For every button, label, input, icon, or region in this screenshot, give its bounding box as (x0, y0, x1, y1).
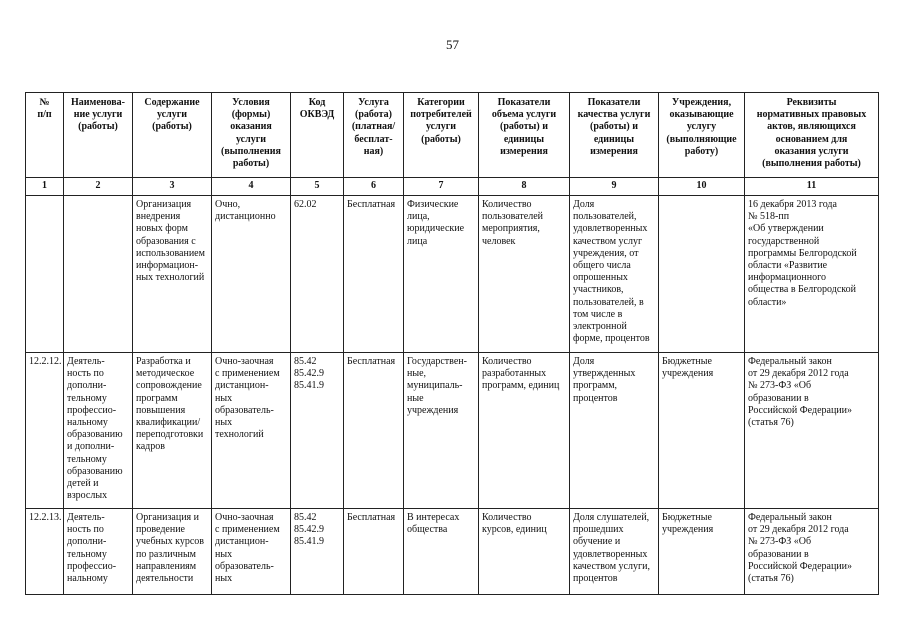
cell-text-line: 85.42.9 (294, 524, 324, 536)
services-table (25, 92, 879, 595)
table-cell (745, 509, 879, 595)
cell-text-line: (выполнения работы) (762, 158, 861, 170)
cell-text-line: бесплат- (354, 133, 393, 145)
cell-text-line: нальному (67, 417, 108, 429)
cell-text-line: обучение и (573, 536, 621, 548)
cell-text-line: программ (136, 392, 178, 404)
cell-text-line: профессио- (67, 404, 117, 416)
cell-text-line: лица (407, 235, 428, 247)
cell-text-line: 62.02 (294, 199, 317, 210)
cell-text-line: области» (748, 296, 787, 308)
cell-text-line: Очно, (215, 199, 241, 210)
table-cell (64, 353, 133, 509)
cell-text-line: Бесплатная (347, 512, 396, 523)
table-cell (404, 509, 479, 595)
cell-text-line: единицы (593, 133, 635, 145)
cell-text-line: услуги (425, 121, 457, 133)
cell-text-line: № 518-пп (748, 211, 790, 223)
cell-text-line: дистанцион- (215, 380, 269, 392)
cell-text-line: Российской Федерации» (748, 560, 853, 572)
table-cell (133, 509, 212, 595)
column-number: 11 (745, 178, 879, 196)
cell-text-line: 85.42 (294, 512, 317, 523)
cell-text-line: 12.2.12. (29, 356, 62, 367)
cell-text-line: учебных курсов (136, 536, 205, 548)
table-row (26, 353, 879, 509)
cell-text-line: ных (215, 417, 233, 429)
cell-text-line: от 29 декабря 2012 года (748, 368, 849, 380)
column-header (659, 93, 745, 178)
cell-text-line: (статья 76) (748, 417, 794, 429)
cell-text-line: внедрения (136, 211, 181, 223)
cell-text-line: государственной (748, 235, 820, 247)
cell-text-line: ные, (407, 368, 427, 380)
table-cell (479, 509, 570, 595)
table-cell (291, 353, 344, 509)
cell-text-line: образованию (67, 465, 123, 477)
page-number: 57 (446, 37, 459, 52)
table-row (26, 196, 879, 353)
column-number: 10 (659, 178, 745, 196)
cell-text-line: курсов, единиц (482, 524, 547, 536)
cell-text-line: основанием для (775, 133, 848, 145)
column-header (479, 93, 570, 178)
cell-text-line: потребителей (410, 109, 472, 121)
table-cell (212, 353, 291, 509)
cell-text-line: Федеральный закон (748, 356, 832, 367)
cell-text-line: измерения (590, 145, 638, 157)
cell-text-line: оказания (230, 121, 272, 133)
table-cell (404, 353, 479, 509)
column-header (570, 93, 659, 178)
cell-text-line: образователь- (215, 560, 274, 572)
cell-text-line: оказывающие (669, 109, 734, 121)
cell-text-line: п/п (37, 109, 52, 121)
column-header (404, 93, 479, 178)
column-number: 2 (64, 178, 133, 196)
cell-text-line: пользователей, (573, 211, 637, 223)
cell-text-line: (работы) и (590, 121, 638, 133)
cell-text-line: 12.2.13. (29, 512, 62, 523)
cell-text-line: образованию (67, 429, 123, 441)
table-cell (659, 509, 745, 595)
cell-text-line: программ, (573, 380, 618, 392)
cell-text-line: 85.42 (294, 356, 317, 367)
cell-text-line: прошедших (573, 524, 624, 536)
cell-text-line: (работы) и (500, 121, 548, 133)
cell-text-line: Реквизиты (786, 97, 837, 108)
cell-text-line: тельному (67, 392, 107, 404)
cell-text-line: Государствен- (407, 356, 467, 367)
cell-text-line: оказания услуги (774, 145, 849, 157)
table-cell (570, 509, 659, 595)
table-cell (745, 353, 879, 509)
cell-text-line: опрошенных (573, 272, 628, 284)
cell-text-line: Доля (573, 356, 595, 367)
cell-text-line: проведение (136, 524, 185, 536)
table-cell (659, 196, 745, 353)
cell-text-line: Количество (482, 199, 532, 210)
cell-text-line: услугу (686, 121, 717, 133)
cell-text-line: информацион- (136, 260, 199, 272)
cell-text-line: ние услуги (73, 109, 123, 121)
cell-text-line: (работы) (78, 121, 118, 133)
cell-text-line: учреждения, от (573, 247, 639, 259)
cell-text-line: Категории (417, 97, 465, 108)
cell-text-line: услуги (235, 133, 267, 145)
cell-text-line: объема услуги (491, 109, 557, 121)
cell-text-line: удовлетворенных (573, 548, 648, 560)
cell-text-line: пользователей, в (573, 296, 644, 308)
cell-text-line: тельному (67, 548, 107, 560)
cell-text-line: повышения (136, 404, 186, 416)
cell-text-line: образования с (136, 235, 196, 247)
cell-text-line: ных технологий (136, 272, 205, 284)
cell-text-line: Физические (407, 199, 459, 210)
cell-text-line: (работы) (421, 133, 461, 145)
column-number: 9 (570, 178, 659, 196)
cell-text-line: технологий (215, 429, 264, 441)
cell-text-line: электронной (573, 321, 627, 333)
cell-text-line: работы) (232, 158, 270, 170)
cell-text-line: процентов (573, 392, 618, 404)
cell-text-line: (работа) (355, 109, 392, 121)
cell-text-line: информационного (748, 272, 826, 284)
table-cell (212, 509, 291, 595)
cell-text-line: Разработка и (136, 356, 191, 367)
cell-text-line: разработанных (482, 368, 547, 380)
column-number: 5 (291, 178, 344, 196)
table-cell (479, 353, 570, 509)
cell-text-line: ные (407, 392, 424, 404)
table-cell (404, 196, 479, 353)
cell-text-line: участников, (573, 284, 624, 296)
cell-text-line: том числе в (573, 308, 623, 320)
cell-text-line: Очно-заочная (215, 356, 274, 367)
table-cell (570, 353, 659, 509)
cell-text-line: детей и (67, 478, 99, 490)
cell-text-line: Бюджетные (662, 356, 712, 367)
column-header (133, 93, 212, 178)
cell-text-line: ных (215, 392, 233, 404)
cell-text-line: (работы) (152, 121, 192, 133)
cell-text-line: дистанцион- (215, 536, 269, 548)
cell-text-line: образователь- (215, 404, 274, 416)
cell-text-line: Организация и (136, 512, 200, 523)
cell-text-line: Федеральный закон (748, 512, 832, 523)
table-cell (26, 353, 64, 509)
cell-text-line: переподготовки (136, 429, 204, 441)
table-cell (26, 509, 64, 595)
cell-text-line: единицы (503, 133, 545, 145)
cell-text-line: учреждения (407, 404, 459, 416)
cell-text-line: кадров (136, 441, 165, 453)
cell-text-line: качества услуги (577, 109, 651, 121)
cell-text-line: Условия (232, 97, 270, 108)
cell-text-line: Бесплатная (347, 199, 396, 210)
cell-text-line: 85.41.9 (294, 536, 324, 548)
cell-text-line: нормативных правовых (756, 109, 867, 121)
cell-text-line: с применением (215, 368, 280, 380)
table-cell (479, 196, 570, 353)
cell-text-line: услуги (156, 109, 188, 121)
table-cell (344, 353, 404, 509)
cell-text-line: Количество (482, 512, 532, 523)
cell-text-line: дополни- (67, 536, 107, 548)
cell-text-line: области «Развитие (748, 260, 828, 272)
cell-text-line: № 273-ФЗ «Об (748, 380, 812, 392)
table-cell (344, 196, 404, 353)
cell-text-line: Количество (482, 356, 532, 367)
cell-text-line: Очно-заочная (215, 512, 274, 523)
cell-text-line: Наименова- (70, 97, 126, 108)
cell-text-line: нальному (67, 573, 108, 585)
cell-text-line: общества (407, 524, 448, 536)
cell-text-line: деятельности (136, 573, 194, 585)
cell-text-line: мероприятия, (482, 223, 540, 235)
cell-text-line: удовлетворенных (573, 223, 648, 235)
cell-text-line: 85.41.9 (294, 380, 324, 392)
cell-text-line: Код (308, 97, 326, 108)
cell-text-line: общества в Белгородской (748, 284, 856, 296)
cell-text-line: ных (215, 548, 233, 560)
cell-text-line: В интересах (407, 512, 460, 523)
cell-text-line: дистанционно (215, 211, 276, 223)
cell-text-line: по различным (136, 548, 197, 560)
table-cell (291, 509, 344, 595)
table-cell (659, 353, 745, 509)
column-header (291, 93, 344, 178)
cell-text-line: утвержденных (573, 368, 636, 380)
cell-text-line: новых форм (136, 223, 188, 235)
cell-text-line: качеством услуги, (573, 560, 650, 572)
cell-text-line: сопровождение (136, 380, 202, 392)
table-header-row (26, 93, 879, 178)
column-number: 8 (479, 178, 570, 196)
cell-text-line: (выполнения (221, 145, 281, 157)
cell-text-line: работу) (684, 145, 719, 157)
column-header (26, 93, 64, 178)
cell-text-line: методическое (136, 368, 195, 380)
table-cell (133, 353, 212, 509)
cell-text-line: 16 декабря 2013 года (748, 199, 837, 210)
cell-text-line: юридические (407, 223, 465, 235)
cell-text-line: Деятель- (67, 512, 105, 523)
column-header (64, 93, 133, 178)
cell-text-line: с применением (215, 524, 280, 536)
cell-text-line: программы Белгородской (748, 247, 857, 259)
cell-text-line: Доля слушателей, (573, 512, 650, 523)
table-row (26, 509, 879, 595)
cell-text-line: программ, единиц (482, 380, 560, 392)
cell-text-line: ных (215, 573, 233, 585)
cell-text-line: Бесплатная (347, 356, 396, 367)
table-cell (570, 196, 659, 353)
cell-text-line: использованием (136, 247, 205, 259)
cell-text-line: Организация (136, 199, 192, 210)
cell-text-line: (платная/ (351, 121, 396, 133)
column-number: 3 (133, 178, 212, 196)
column-number: 1 (26, 178, 64, 196)
cell-text-line: Российской Федерации» (748, 404, 853, 416)
cell-text-line: № 273-ФЗ «Об (748, 536, 812, 548)
cell-text-line: ная) (363, 145, 384, 157)
cell-text-line: муниципаль- (407, 380, 463, 392)
table-cell (64, 196, 133, 353)
cell-text-line: 85.42.9 (294, 368, 324, 380)
cell-text-line: измерения (500, 145, 548, 157)
cell-text-line: (статья 76) (748, 573, 794, 585)
column-header (212, 93, 291, 178)
table-cell (212, 196, 291, 353)
cell-text-line: квалификации/ (136, 417, 201, 429)
cell-text-line: от 29 декабря 2012 года (748, 524, 849, 536)
table-cell (344, 509, 404, 595)
cell-text-line: процентов (573, 573, 618, 585)
cell-text-line: ОКВЭД (299, 109, 335, 121)
cell-text-line: и дополни- (67, 441, 115, 453)
table-cell (745, 196, 879, 353)
cell-text-line: взрослых (67, 490, 108, 502)
column-number: 4 (212, 178, 291, 196)
cell-text-line: общего числа (573, 260, 631, 272)
table-cell (64, 509, 133, 595)
cell-text-line: Деятель- (67, 356, 105, 367)
column-number-row (26, 178, 879, 196)
cell-text-line: (формы) (231, 109, 271, 121)
table-cell (291, 196, 344, 353)
cell-text-line: лица, (407, 211, 430, 223)
cell-text-line: пользователей (482, 211, 544, 223)
column-header (344, 93, 404, 178)
cell-text-line: направлениям (136, 560, 197, 572)
cell-text-line: тельному (67, 453, 107, 465)
cell-text-line: «Об утверждении (748, 223, 824, 235)
cell-text-line: № (39, 97, 50, 108)
cell-text-line: форме, процентов (573, 333, 650, 345)
cell-text-line: профессио- (67, 560, 117, 572)
cell-text-line: Показатели (497, 97, 551, 108)
cell-text-line: образовании в (748, 392, 809, 404)
cell-text-line: ность по (67, 524, 104, 536)
cell-text-line: Учреждения, (671, 97, 732, 108)
cell-text-line: Услуга (358, 97, 389, 108)
cell-text-line: (выполняющие (666, 133, 737, 145)
cell-text-line: Содержание (144, 97, 200, 108)
cell-text-line: человек (482, 235, 516, 247)
cell-text-line: Доля (573, 199, 595, 210)
cell-text-line: ность по (67, 368, 104, 380)
cell-text-line: учреждения (662, 524, 714, 536)
cell-text-line: Показатели (587, 97, 641, 108)
cell-text-line: образовании в (748, 548, 809, 560)
cell-text-line: дополни- (67, 380, 107, 392)
table-cell (133, 196, 212, 353)
cell-text-line: качеством услуг (573, 235, 643, 247)
cell-text-line: актов, являющихся (767, 121, 856, 133)
column-number: 6 (344, 178, 404, 196)
column-number: 7 (404, 178, 479, 196)
column-header (745, 93, 879, 178)
table-cell (26, 196, 64, 353)
cell-text-line: учреждения (662, 368, 714, 380)
cell-text-line: Бюджетные (662, 512, 712, 523)
